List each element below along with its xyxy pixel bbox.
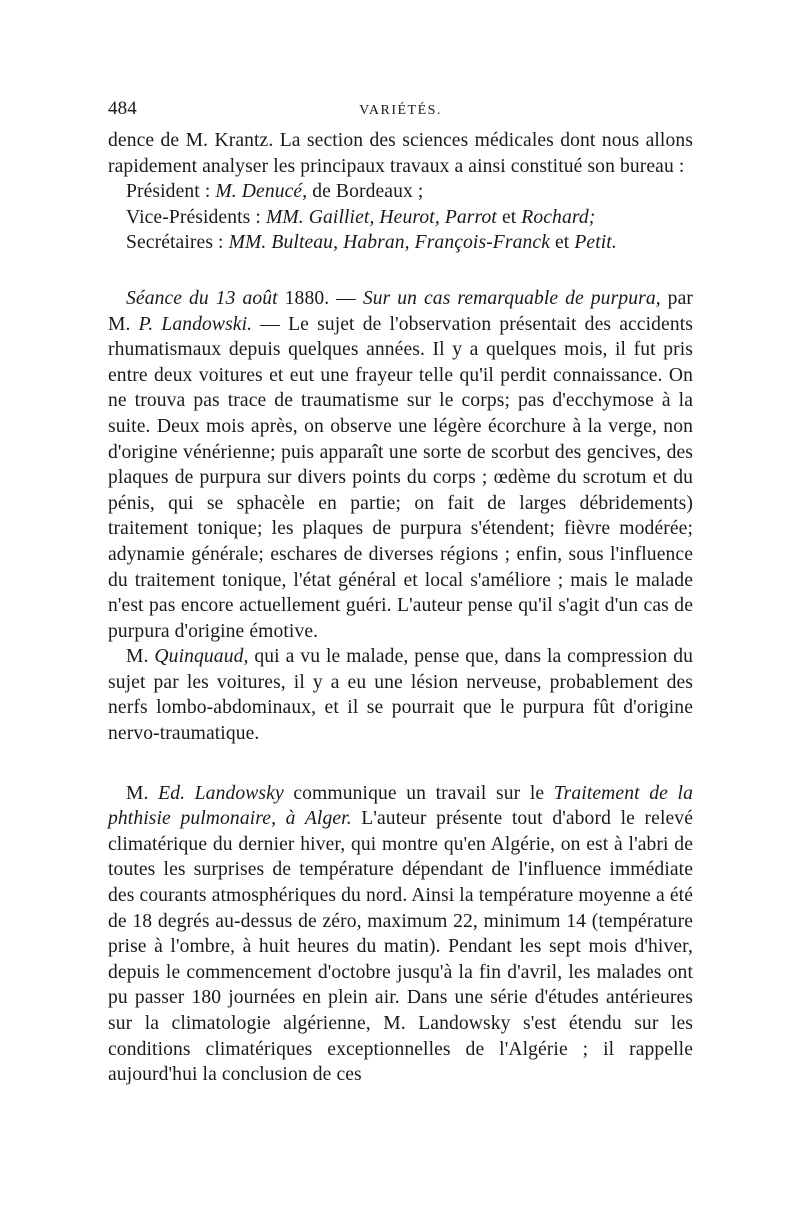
landowsky-paragraph: M. Ed. Landowsky communique un travail sur le Traitement de la phthisie pulmonaire, à Alger. L'auteur présente tout d'abord le relevé climatérique du dernier hiver, qui montre qu'en Algérie, on est à l'abri de toutes les surprises de température dépendant de l'influence immédiate des courants atmosphériques du nord. Ainsi la température moyenne a été de 18 degrés au-dessus de zéro, maximum 22, minimum 14 (température prise à l'ombre, à huit heures du matin). Pendant les sept mois d'hiver, depuis le commencement d'octobre jusqu'à la fin d'avril, les malades ont pu passer 180 journées en plein air. Dans une série d'études antérieures sur la climatologie algérienne, M. Landowsky s'est étendu sur les conditions climatériques exceptionnelles de l'Algérie ; il rappelle aujourd'hui la conclusion de ces <box>108 782 693 1086</box>
bureau-vice-presidents: Vice-Présidents : MM. Gailliet, Heurot, Parrot et Rochard; <box>126 206 596 228</box>
running-head: VARIÉTÉS. <box>359 103 442 118</box>
page-header <box>108 96 693 122</box>
bureau-secretaries: Secrétaires : MM. Bulteau, Habran, François-Franck et Petit. <box>126 232 617 254</box>
seance-paragraph: Séance du 13 août 1880. — Sur un cas remarquable de purpura, par M. P. Landowski. — Le sujet de l'observation présentait des accidents rhumatismaux depuis quelques années. Il y a quelques mois, il fut pris entre deux voitures et eut une frayeur telle qu'il perdit connaissance. On ne trouva pas trace de traumatisme sur le corps; pas d'ecchymose à la suite. Deux mois après, on observe une légère écorchure à la verge, non d'origine vénérienne; puis apparaît une sorte de scorbut des gencives, des plaques de purpura sur divers points du corps ; œdème du scrotum et du pénis, qui se sphacèle en partie; on fait de larges débridements) traitement tonique; les plaques de purpura s'étendent; fièvre modérée; adynamie générale; eschares de diverses régions ; enfin, sous l'influence du traitement tonique, l'état général et local s'améliore ; mais le malade n'est pas encore actuellement guéri. L'auteur pense qu'il s'agit d'un cas de purpura d'origine émotive. <box>108 287 694 642</box>
section-gap <box>108 256 693 286</box>
quinquaud-paragraph: M. Quinquaud, qui a vu le malade, pense que, dans la compression du sujet par les voitures, il y a eu une lésion nerveuse, probablement des nerfs lombo-abdominaux, et il se pourrait que le purpura fût d'origine nervo-traumatique. <box>108 646 693 745</box>
page-number: 484 <box>108 98 137 119</box>
intro-paragraph: dence de M. Krantz. La section des sciences médicales dont nous allons rapidement analyser les principaux travaux a ainsi constitué son bureau : <box>108 130 693 177</box>
page <box>108 96 693 1088</box>
bureau-list <box>108 179 693 256</box>
bureau-president: Président : M. Denucé, de Bordeaux ; <box>126 181 424 203</box>
section-gap <box>108 747 693 781</box>
